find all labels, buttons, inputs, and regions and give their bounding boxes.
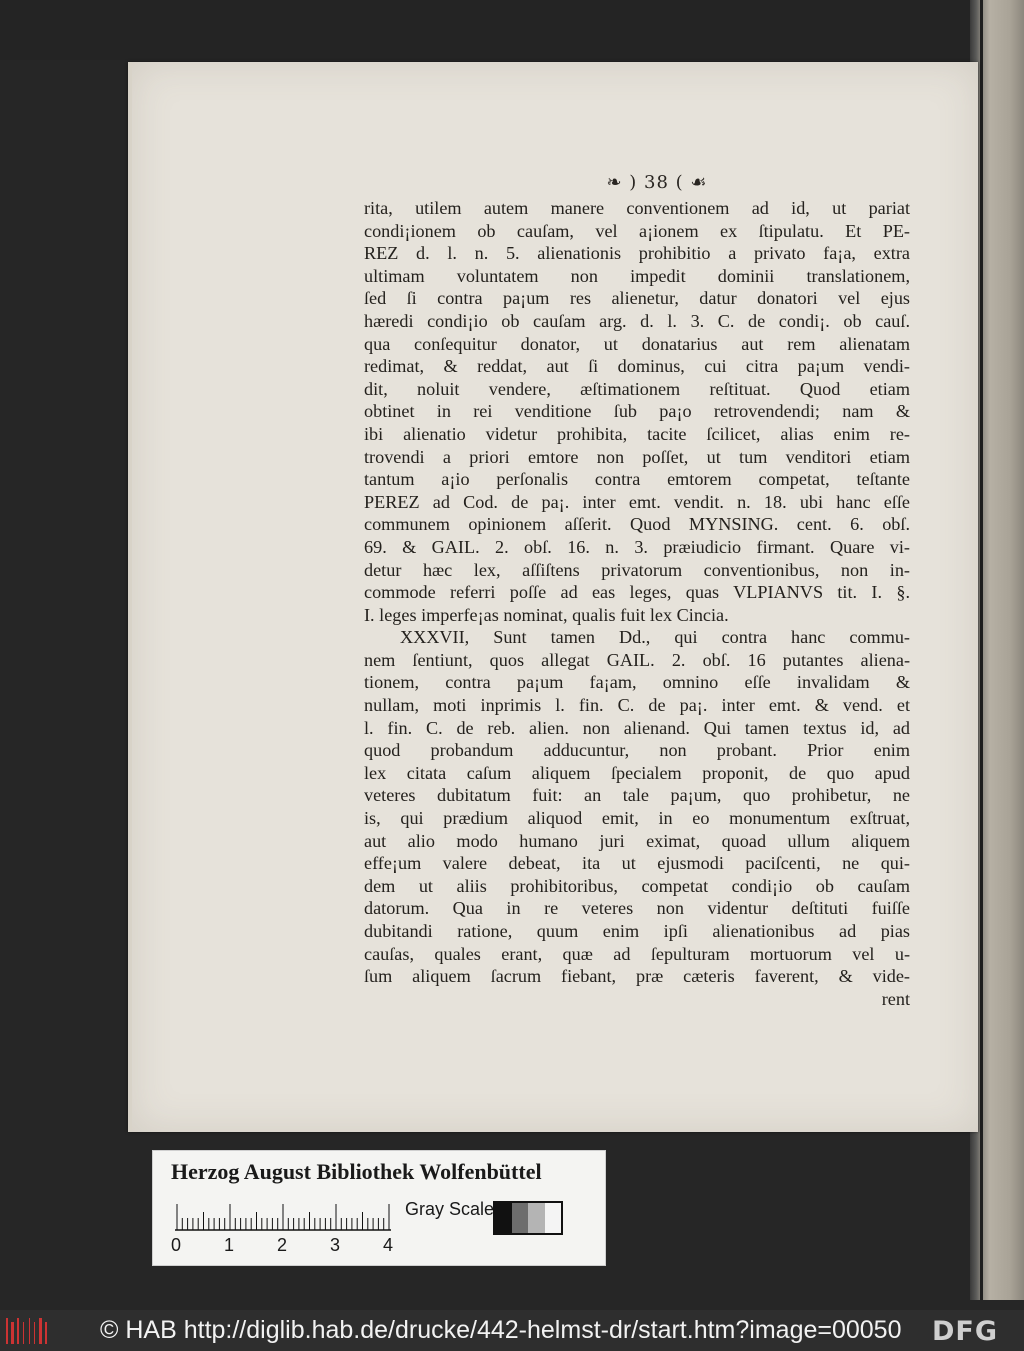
gray-swatch bbox=[495, 1203, 512, 1233]
footer-bar bbox=[0, 1310, 1024, 1351]
text-line: dem ut aliis prohibitoribus, competat condi¡io ob cauſam bbox=[364, 875, 910, 896]
text-line: lex citata caſum aliquem ſpecialem proponit, de quo apud bbox=[364, 762, 910, 783]
gray-swatch bbox=[512, 1203, 529, 1233]
text-line: REZ d. l. n. 5. alienationis prohibitio a privato fa¡a, extra bbox=[364, 243, 910, 264]
text-line: tantum a¡io perſonalis contra emtorem competat, teſtante bbox=[364, 469, 910, 490]
logo-bar bbox=[45, 1322, 47, 1344]
scanner-bed-right bbox=[970, 0, 1024, 1300]
gray-scale-label: Gray Scale bbox=[405, 1199, 495, 1219]
text-line: nullam, moti inprimis l. fin. C. de pa¡. inter emt. & vend. et bbox=[364, 695, 910, 716]
gray-swatch bbox=[545, 1203, 562, 1233]
text-lines bbox=[364, 197, 910, 1010]
ruler-number: 3 bbox=[330, 1235, 341, 1255]
page-text-block bbox=[364, 172, 910, 1010]
text-line: obtinet in rei venditione ſub pa¡o retrovendendi; nam & bbox=[364, 401, 910, 422]
ruler-number: 4 bbox=[383, 1235, 394, 1255]
logo-bar bbox=[34, 1322, 35, 1344]
text-line: quod probandum adducuntur, non probant. Prior enim bbox=[364, 740, 910, 761]
text-line: commode referri poſſe ad eas leges, quas VLPIANVS tit. I. §. bbox=[364, 582, 910, 603]
text-line: cauſas, quales erant, quæ ad ſepulturam mortuorum vel u- bbox=[364, 943, 910, 964]
card-title: Herzog August Bibliothek Wolfenbüttel bbox=[171, 1159, 542, 1184]
logo-bar bbox=[17, 1318, 19, 1344]
text-line: I. leges imperfe¡as nominat, qualis fuit lex Cincia. bbox=[364, 604, 729, 625]
ruler-icon bbox=[175, 1201, 391, 1231]
gray-swatches bbox=[493, 1201, 563, 1235]
hab-barcode-icon bbox=[6, 1318, 50, 1344]
ruler-numbers bbox=[171, 1235, 401, 1259]
text-line: 69. & GAIL. 2. obſ. 16. n. 3. præiudicio firmant. Quare vi- bbox=[364, 536, 910, 557]
text-line: is, qui prædium aliquod emit, in eo monumentum exſtruat, bbox=[364, 808, 910, 829]
text-line: ultimam voluntatem non impedit dominii translationem, bbox=[364, 265, 910, 286]
text-line: veteres dubitatum fuit: an tale pa¡um, quo prohibetur, ne bbox=[364, 785, 910, 806]
text-line: aut alio modo humano juri eximat, quoad ullum aliquem bbox=[364, 830, 910, 851]
copyright-url: © HAB http://diglib.hab.de/drucke/442-helmst-dr/start.htm?image=00050 bbox=[100, 1316, 902, 1344]
color-calibration-card bbox=[152, 1150, 606, 1266]
text-line: qua conſequitur donator, ut donatarius aut rem alienatam bbox=[364, 333, 910, 354]
text-line: rita, utilem autem manere conventionem ad id, ut pariat bbox=[364, 198, 910, 218]
running-head: ❧ ) 38 ( ☙ bbox=[606, 172, 708, 193]
text-line: redimat, & reddat, aut ſi dominus, cui citra pa¡um vendi- bbox=[364, 356, 910, 377]
text-line: communem opinionem aſſerit. Quod MYNSING. cent. 6. obſ. bbox=[364, 514, 910, 535]
logo-bar bbox=[6, 1318, 8, 1344]
text-line: hæredi condi¡io ob cauſam arg. d. l. 3. C. de condi¡. ob cauſ. bbox=[364, 310, 910, 331]
text-line: XXXVII, Sunt tamen Dd., qui contra hanc commu- bbox=[400, 627, 910, 648]
book-gutter bbox=[980, 0, 983, 1300]
text-line: ibi alienatio videtur prohibita, tacite ſcilicet, alias enim re- bbox=[364, 423, 910, 444]
text-line: ſum aliquem ſacrum fiebant, præ cæteris faverent, & vide- bbox=[364, 966, 910, 987]
scanner-bed-top bbox=[0, 0, 970, 60]
text-line: datorum. Qua in re veteres non videntur deſtituti fuiſſe bbox=[364, 898, 910, 919]
text-line: trovendi a priori emtore non poſſet, ut tum venditori etiam bbox=[364, 446, 910, 467]
text-line: effe¡um valere debeat, ita ut ejusmodi paciſcenti, ne qui- bbox=[364, 853, 910, 874]
text-line: l. fin. C. de reb. alien. non alienand. Qui tamen textus id, ad bbox=[364, 717, 910, 738]
dfg-logo: DFG bbox=[932, 1316, 999, 1347]
text-line: dit, noluit vendere, æſtimationem reſtituat. Quod etiam bbox=[364, 378, 910, 399]
text-line: ſed ſi contra pa¡um res alienetur, datur donatori vel ejus bbox=[364, 288, 910, 309]
text-line: tionem, contra pa¡um fa¡am, omnino eſſe invalidam & bbox=[364, 672, 910, 693]
logo-bar bbox=[39, 1318, 42, 1344]
logo-bar bbox=[11, 1322, 14, 1344]
ruler-number: 0 bbox=[171, 1235, 182, 1255]
logo-bar bbox=[23, 1322, 24, 1344]
text-line: condi¡ionem ob cauſam, vel a¡ionem ex ſtipulatu. Et PE- bbox=[364, 220, 910, 241]
text-line: rent bbox=[881, 988, 910, 1009]
text-line: dubitandi ratione, quum enim ipſi alienationibus ad pias bbox=[364, 921, 910, 941]
ruler-number: 1 bbox=[224, 1235, 235, 1255]
ruler-number: 2 bbox=[277, 1235, 288, 1255]
scanned-page bbox=[128, 62, 978, 1132]
gray-swatch bbox=[528, 1203, 545, 1233]
text-line: PEREZ ad Cod. de pa¡. inter emt. vendit. n. 18. ubi hanc eſſe bbox=[364, 491, 910, 512]
text-line: detur hæc lex, aſſiſtens privatorum conventionibus, non in- bbox=[364, 559, 910, 580]
logo-bar bbox=[29, 1318, 30, 1344]
text-line: nem ſentiunt, quos allegat GAIL. 2. obſ. 16 putantes aliena- bbox=[364, 649, 910, 670]
